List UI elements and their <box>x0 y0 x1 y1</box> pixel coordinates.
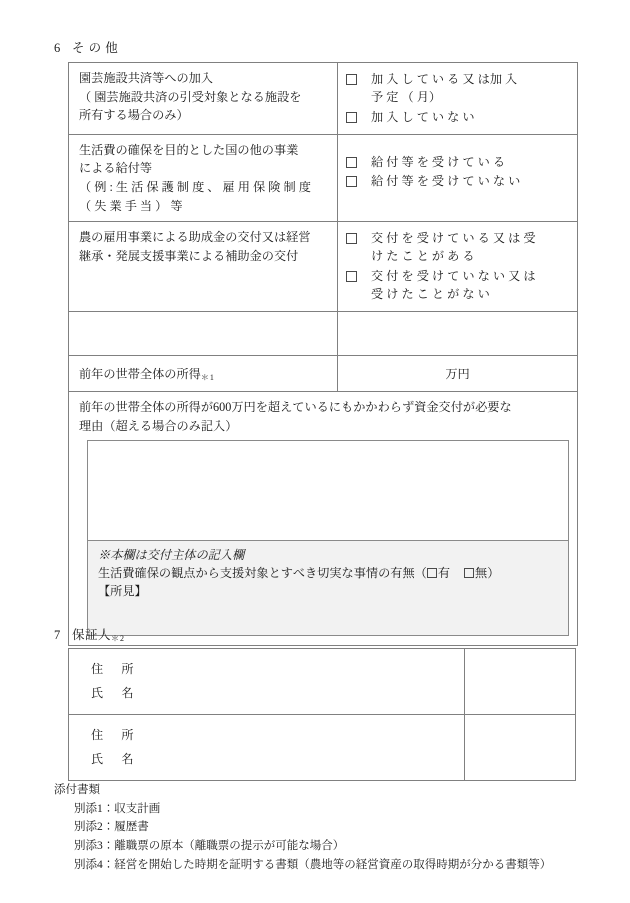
table-row <box>69 63 578 135</box>
memo-note: ※本欄は交付主体の記入欄 <box>98 547 245 562</box>
table-row-blank <box>69 312 578 356</box>
other-information-table <box>68 62 578 646</box>
insurance-label: 園芸施設共済等への加入 （ 園芸施設共済の引受対象となる施設を 所有する場合のみ） <box>79 71 302 123</box>
memo-criteria: 生活費確保の観点から支援対象とすべき切実な事情の有無（ 有 無） <box>98 566 500 581</box>
checkbox-icon[interactable] <box>346 157 357 168</box>
option-insurance-enrolled[interactable]: 加 入 し て い る 又 は加 入 予 定 （ 月） <box>346 70 571 107</box>
income-value-cell[interactable] <box>338 356 578 392</box>
authority-memo-box <box>87 541 569 636</box>
section-number-other: 6 <box>54 41 61 55</box>
insurance-options <box>338 63 577 134</box>
table-row <box>69 392 578 646</box>
guarantor-table <box>68 648 576 781</box>
guarantor-2-address-label: 住 所 <box>91 727 137 742</box>
income-label: 前年の世帯全体の所得＊1 <box>79 367 215 383</box>
option-insurance-not-enrolled[interactable]: 加 入 し て い な い <box>346 108 571 126</box>
checkbox-icon[interactable] <box>464 568 474 578</box>
guarantor-2-fields[interactable] <box>69 714 465 780</box>
table-row <box>69 649 576 715</box>
attachment-item: 別添1：収支計画 <box>74 802 161 815</box>
checkbox-icon[interactable] <box>346 233 357 244</box>
guarantor-1-name-label: 氏 名 <box>91 686 137 701</box>
row-options-cell <box>338 63 578 135</box>
table-row <box>69 134 578 221</box>
checkbox-icon[interactable] <box>346 112 357 123</box>
guarantor-footnote-marker: ＊2 <box>111 634 126 643</box>
subsidy-label: 農の雇用事業による助成金の交付又は経営 継承・発展支援事業による補助金の交付 <box>79 230 311 263</box>
guarantor-1-seal-cell[interactable] <box>465 649 576 715</box>
income-footnote-marker: ＊1 <box>200 373 215 383</box>
guarantor-2-seal-cell[interactable] <box>465 714 576 780</box>
option-subsidy-not-received[interactable]: 交 付 を 受 け て い な い 又 は 受 け た こ と が な い <box>346 267 571 304</box>
section-heading-other <box>54 42 118 55</box>
attachments-list <box>54 781 551 874</box>
memo-opinion-label: 【所見】 <box>98 584 147 599</box>
row-options-cell <box>338 134 578 221</box>
guarantor-1-address-label: 住 所 <box>91 662 137 676</box>
blank-cell-right[interactable] <box>338 312 578 356</box>
attachment-item: 別添4：経営を開始した時期を証明する書類（農地等の経営資産の取得時期が分かる書類等） <box>74 858 552 871</box>
subsidy-options <box>338 222 577 311</box>
benefits-options <box>338 135 577 199</box>
guarantor-2-name-label: 氏 名 <box>91 752 137 767</box>
income-label-cell <box>69 356 338 392</box>
table-row <box>69 222 578 312</box>
guarantor-1-fields[interactable] <box>69 649 465 715</box>
attachment-item: 別添3：離職票の原本（離職票の提示が可能な場合） <box>74 839 345 852</box>
reason-heading: 前年の世帯全体の所得が600万円を超えているにもかかわらず資金交付が必要な 理由（超える場合のみ記入） <box>79 400 512 433</box>
attachments-title: 添付書類 <box>54 784 100 796</box>
table-row <box>69 356 578 392</box>
reason-write-area[interactable] <box>87 440 569 541</box>
table-row <box>69 714 576 780</box>
row-label-cell <box>69 222 338 312</box>
attachment-item: 別添2：履歴書 <box>74 821 149 834</box>
option-benefits-not-receiving[interactable]: 給 付 等 を 受 け て い な い <box>346 172 571 190</box>
row-label-cell <box>69 134 338 221</box>
section-number-guarantor: 7 <box>54 628 61 642</box>
income-unit: 万円 <box>445 367 470 382</box>
reason-cell <box>69 392 578 646</box>
option-benefits-receiving[interactable]: 給 付 等 を 受 け て い る <box>346 153 571 171</box>
section-title-guarantor: 保証人 <box>72 628 112 642</box>
blank-cell-left[interactable] <box>69 312 338 356</box>
checkbox-icon[interactable] <box>346 74 357 85</box>
section-heading-guarantor <box>54 629 125 642</box>
section-title-other: そ の 他 <box>72 41 119 55</box>
option-subsidy-received[interactable]: 交 付 を 受 け て い る 又 は 受 け た こ と が あ る <box>346 229 571 266</box>
benefits-label: 生活費の確保を目的とした国の他の事業 による給付等 （ 例 : 生 活 保 護 制 度 、 雇 用 保 険 制 度 （ 失 業 手 当 ） 等 <box>79 142 311 213</box>
checkbox-icon[interactable] <box>346 176 357 187</box>
checkbox-icon[interactable] <box>427 568 437 578</box>
row-label-cell <box>69 63 338 135</box>
checkbox-icon[interactable] <box>346 271 357 282</box>
row-options-cell <box>338 222 578 312</box>
